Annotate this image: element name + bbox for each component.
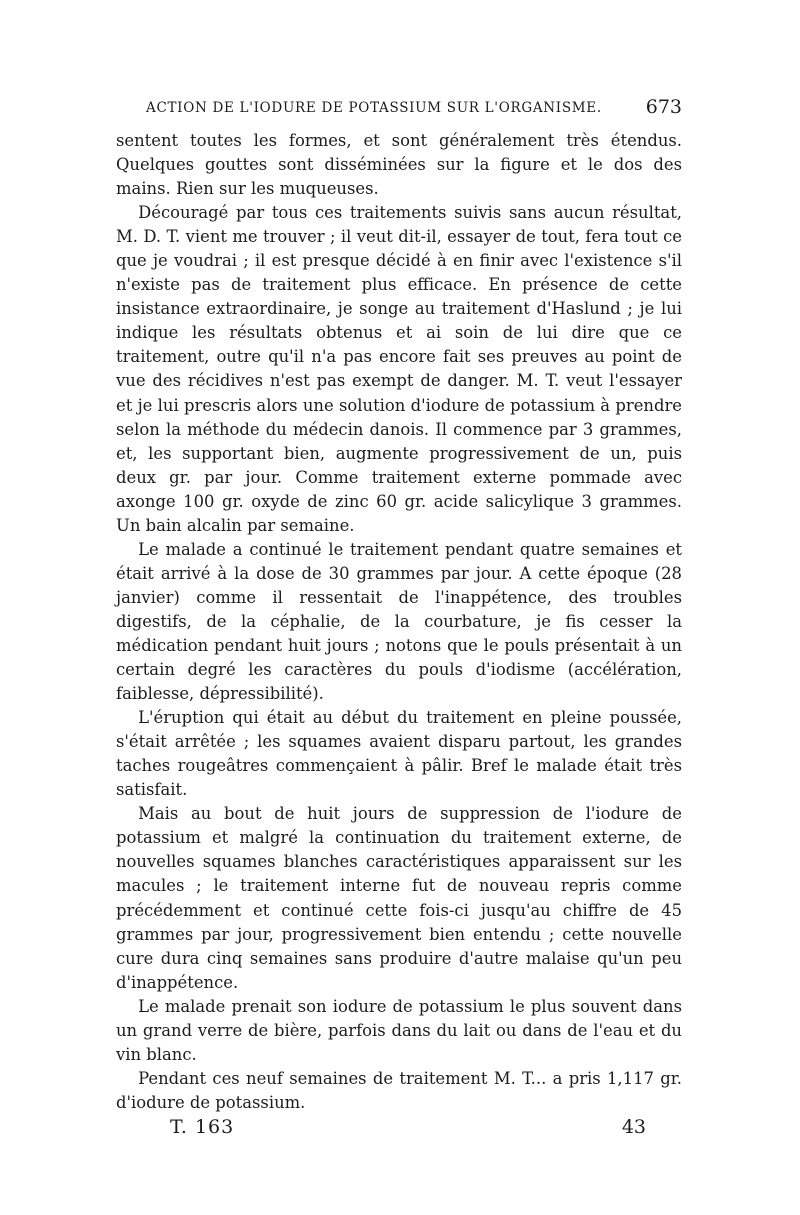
page-footer xyxy=(170,1116,646,1144)
running-head xyxy=(146,96,682,122)
running-title: ACTION DE L'IODURE DE POTASSIUM SUR L'ORGANISME. xyxy=(146,100,602,116)
page-number: 673 xyxy=(645,96,682,118)
paragraph-continuation: sentent toutes les formes, et sont généralement très étendus. Quelques gouttes sont disséminées sur la figure et le dos des mains. Rien sur les muqueuses. xyxy=(116,131,682,199)
body-text xyxy=(116,129,682,1115)
paragraph: Le malade a continué le traitement pendant quatre semaines et était arrivé à la dose de 30 grammes par jour. A cette époque (28 janvier) comme il ressentait de l'inappétence, des troubles digestifs, de la céphalie, de la courbature, je fis cesser la médication pendant huit jours ; notons que le pouls présentait à un certain degré les caractères du pouls d'iodisme (accélération, faiblesse, dépressibilité). xyxy=(116,539,682,704)
paragraph: Mais au bout de huit jours de suppression de l'iodure de potassium et malgré la continuation du traitement externe, de nouvelles squames blanches caractéristiques apparaissent sur les macules ; le traitement interne fut de nouveau repris comme précédemment et continué cette fois-ci jusqu'au chiffre de 45 grammes par jour, progressivement bien entendu ; cette nouvelle cure dura cinq semaines sans produire d'autre malaise qu'un peu d'inappétence. xyxy=(116,804,682,992)
paragraph: Pendant ces neuf semaines de traitement M. T... a pris 1,117 gr. d'iodure de potassium. xyxy=(116,1068,682,1112)
sheet-number: 43 xyxy=(621,1116,646,1138)
paragraph: Le malade prenait son iodure de potassium le plus souvent dans un grand verre de bière, parfois dans du lait ou dans de l'eau et du vin blanc. xyxy=(116,996,682,1064)
paragraph: L'éruption qui était au début du traitement en pleine poussée, s'était arrêtée ; les squames avaient disparu partout, les grandes taches rougeâtres commençaient à pâlir. Bref le malade était très satisfait. xyxy=(116,708,682,800)
paragraph: Découragé par tous ces traitements suivis sans aucun résultat, M. D. T. vient me trouver ; il veut dit-il, essayer de tout, fera tout ce que je voudrai ; il est presque décidé à en finir avec l'existence s'il n'existe pas de traitement plus efficace. En présence de cette insistance extraordinaire, je songe au traitement d'Haslund ; je lui indique les résultats obtenus et ai soin de lui dire que ce traitement, outre qu'il n'a pas encore fait ses preuves au point de vue des récidives n'est pas exempt de danger. M. T. veut l'essayer et je lui prescris alors une solution d'iodure de potassium à prendre selon la méthode du médecin danois. Il commence par 3 grammes, et, les supportant bien, augmente progressivement de un, puis deux gr. par jour. Comme traitement externe pommade avec axonge 100 gr. oxyde de zinc 60 gr. acide salicylique 3 grammes. Un bain alcalin par semaine. xyxy=(116,203,682,535)
signature-mark: T. 163 xyxy=(170,1116,235,1138)
